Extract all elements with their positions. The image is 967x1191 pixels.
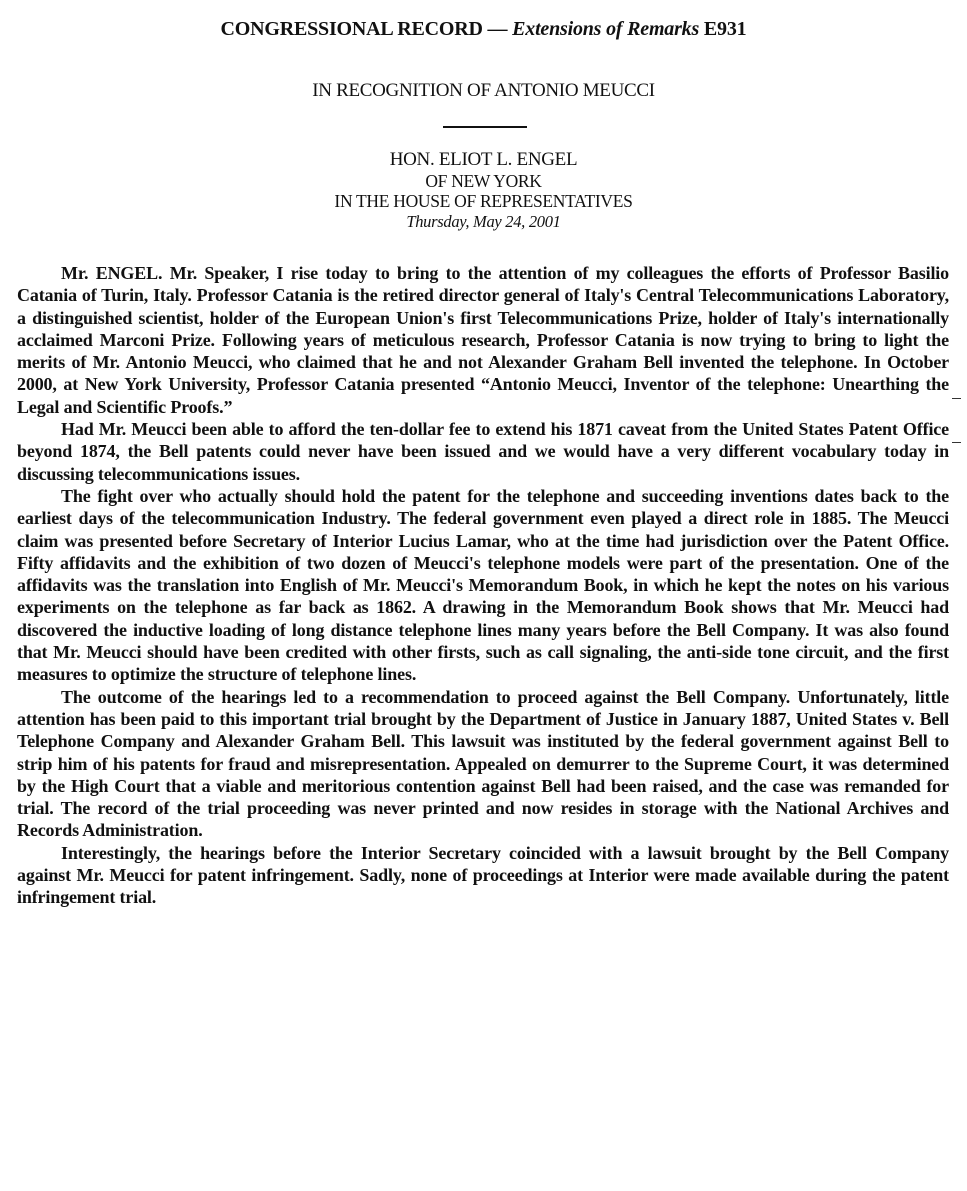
- title-divider: [443, 126, 527, 128]
- paragraph: Interestingly, the hearings before the Interior Secretary coincided with a lawsuit brought by the Bell Company against Mr. Meucci for patent infringement. Sadly, none of proceedings at Interior were made available during the patent infringement trial.: [17, 842, 949, 908]
- paragraph: Mr. ENGEL. Mr. Speaker, I rise today to bring to the attention of my colleagues the efforts of Professor Basilio Catania of Turin, Italy. Professor Catania is the retired director general of Italy's Central Telecommunications Laboratory, a distinguished scientist, holder of the European Union's first Telecommunications Prize, holder of Italy's internationally acclaimed Marconi Prize. Following years of meticulous research, Professor Catania is now trying to bring to light the merits of Mr. Antonio Meucci, who claimed that he and not Alexander Graham Bell invented the telephone. In October 2000, at New York University, Professor Catania presented “Antonio Meucci, Inventor of the telephone: Unearthing the Legal and Scientific Proofs.”: [17, 263, 949, 417]
- document-title: IN RECOGNITION OF ANTONIO MEUCCI: [312, 80, 655, 101]
- speaker-name: HON. ELIOT L. ENGEL: [389, 149, 578, 170]
- paragraph: The outcome of the hearings led to a recommendation to proceed against the Bell Company. Unfortunately, little attention has been paid to this important trial brought by the Department of Justice in January 1887, United States v. Bell Telephone Company and Alexander Graham Bell. This lawsuit was instituted by the federal government against Bell to strip him of his patents for fraud and misrepresentation. Appealed on demurrer to the Supreme Court, it was determined by the High Court that a viable and meritorious contention against Bell had been raised, and the case was remanded for trial. The record of the trial proceeding was never printed and now resides in storage with the National Archives and Records Administration.: [17, 686, 949, 841]
- date: Thursday, May 24, 2001: [406, 211, 561, 231]
- margin-mark: [952, 398, 961, 399]
- chamber: IN THE HOUSE OF REPRESENTATIVES: [334, 191, 633, 211]
- publication-name: CONGRESSIONAL RECORD —: [220, 18, 508, 40]
- body-text: [17, 262, 949, 909]
- section-name: Extensions of Remarks: [512, 18, 700, 40]
- paragraph: The fight over who actually should hold the patent for the telephone and succeeding inventions dates back to the earliest days of the telecommunication Industry. The federal government even played a direct role in 1885. The Meucci claim was presented before Secretary of Interior Lucius Lamar, who at the time had jurisdiction over the Patent Office. Fifty affidavits and the exhibition of two dozen of Meucci's telephone models were part of the presentation. One of the affidavits was the translation into English of Mr. Meucci's Memorandum Book, in which he kept the notes on his various experiments on the telephone as far back as 1862. A drawing in the Memorandum Book shows that Mr. Meucci had discovered the inductive loading of long distance telephone lines many years before the Bell Company. It was also found that Mr. Meucci should have been credited with other firsts, such as call signaling, the anti-side tone circuit, and the first measures to optimize the structure of telephone lines.: [17, 485, 949, 685]
- page-number: E931: [703, 18, 747, 40]
- paragraph: Had Mr. Meucci been able to afford the ten-dollar fee to extend his 1871 caveat from the United States Patent Office beyond 1874, the Bell patents could never have been issued and we would have a very different vocabulary today in discussing telecommunications issues.: [17, 419, 949, 484]
- page-header: [0, 18, 967, 41]
- speaker-state: OF NEW YORK: [425, 170, 542, 191]
- margin-mark: [952, 442, 961, 443]
- byline: [0, 150, 967, 232]
